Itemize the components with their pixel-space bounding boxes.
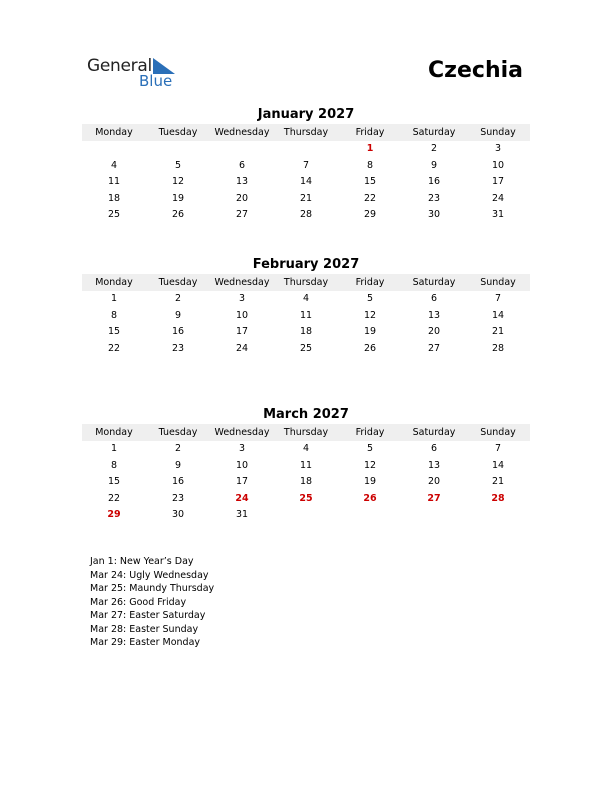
weekday-sunday: Sunday — [480, 127, 516, 138]
day-cell: 8 — [366, 159, 374, 171]
week-row — [82, 474, 530, 491]
holiday-list-item: Mar 25: Maundy Thursday — [90, 583, 215, 594]
weekday-tuesday: Tuesday — [158, 277, 198, 288]
day-cell: 31 — [235, 509, 249, 521]
day-cell: 18 — [299, 476, 313, 488]
day-cell: 27 — [427, 342, 441, 354]
generalblue-logo — [87, 56, 187, 92]
day-cell: 26 — [171, 209, 185, 221]
holiday-list-item: Mar 24: Ugly Wednesday — [90, 569, 209, 581]
weekday-sunday: Sunday — [480, 427, 516, 438]
holiday-list — [90, 555, 214, 650]
day-cell: 21 — [491, 326, 505, 338]
day-cell: 12 — [363, 459, 377, 471]
day-cell: 6 — [430, 293, 438, 304]
week-row — [82, 441, 530, 458]
day-cell: 7 — [302, 159, 310, 171]
day-cell: 4 — [110, 159, 118, 171]
day-cell: 14 — [491, 309, 505, 321]
week-row — [82, 324, 530, 341]
day-cell: 10 — [491, 159, 505, 171]
day-cell: 13 — [427, 459, 441, 471]
day-cell: 15 — [363, 176, 377, 188]
month-february — [82, 256, 530, 357]
day-cell: 1 — [110, 443, 118, 454]
day-cell — [210, 141, 274, 158]
day-cell: 15 — [107, 326, 121, 338]
month-title: January 2027 — [257, 107, 355, 122]
day-cell — [338, 507, 402, 524]
week-row — [82, 491, 530, 508]
day-cell — [274, 507, 338, 524]
day-cell: 13 — [235, 176, 249, 188]
day-cell: 5 — [366, 443, 374, 454]
weekday-saturday: Saturday — [412, 127, 456, 138]
day-cell: 8 — [110, 459, 118, 471]
holiday-list-item: Mar 28: Easter Sunday — [90, 623, 199, 635]
day-cell: 2 — [174, 293, 182, 304]
day-cell: 19 — [171, 192, 185, 204]
day-cell: 11 — [107, 176, 121, 188]
logo-general-text: General — [87, 56, 152, 76]
day-cell: 3 — [238, 293, 246, 304]
day-cell — [466, 507, 530, 524]
day-cell: 20 — [427, 326, 441, 338]
weekday-friday: Friday — [355, 127, 385, 138]
day-cell: 3 — [494, 143, 502, 154]
weekday-sunday: Sunday — [480, 277, 516, 288]
day-cell: 16 — [171, 476, 185, 488]
day-cell: 29 — [363, 209, 377, 221]
day-cell: 22 — [363, 192, 377, 204]
holiday-day-cell: 26 — [363, 492, 377, 504]
day-cell: 24 — [491, 192, 505, 204]
country-title: Czechia — [428, 58, 523, 83]
weekday-tuesday: Tuesday — [158, 127, 198, 138]
weekday-wednesday: Wednesday — [214, 127, 270, 138]
week-row — [82, 207, 530, 224]
day-cell: 15 — [107, 476, 121, 488]
day-cell: 19 — [363, 476, 377, 488]
day-cell: 9 — [174, 309, 182, 321]
day-cell: 20 — [427, 476, 441, 488]
day-cell: 17 — [235, 326, 249, 338]
day-cell: 18 — [299, 326, 313, 338]
day-cell: 12 — [363, 309, 377, 321]
day-cell: 23 — [171, 342, 185, 354]
day-cell — [402, 507, 466, 524]
day-cell: 25 — [299, 342, 313, 354]
day-cell: 7 — [494, 443, 502, 454]
day-cell: 2 — [174, 443, 182, 454]
month-title: February 2027 — [252, 257, 360, 272]
day-cell: 23 — [427, 192, 441, 204]
day-cell: 14 — [299, 176, 313, 188]
day-cell: 25 — [107, 209, 121, 221]
weekday-header-row — [82, 124, 530, 141]
day-cell: 21 — [491, 476, 505, 488]
weekday-monday: Monday — [95, 277, 133, 288]
weekday-friday: Friday — [355, 427, 385, 438]
month-march — [82, 406, 530, 524]
day-cell: 7 — [494, 293, 502, 304]
month-title: March 2027 — [263, 407, 349, 422]
week-row — [82, 308, 530, 325]
day-cell: 9 — [430, 159, 438, 171]
weekday-header-row — [82, 424, 530, 441]
week-row — [82, 458, 530, 475]
day-cell: 17 — [491, 176, 505, 188]
day-cell: 19 — [363, 326, 377, 338]
day-cell — [274, 141, 338, 158]
weekday-monday: Monday — [95, 427, 133, 438]
day-cell: 11 — [299, 309, 313, 321]
holiday-list-item: Mar 29: Easter Monday — [90, 637, 201, 648]
holiday-day-cell: 1 — [366, 143, 374, 154]
day-cell — [146, 141, 210, 158]
day-cell: 20 — [235, 192, 249, 204]
weekday-tuesday: Tuesday — [158, 427, 198, 438]
day-cell: 10 — [235, 459, 249, 471]
day-cell: 22 — [107, 492, 121, 504]
day-cell: 14 — [491, 459, 505, 471]
day-cell: 5 — [174, 159, 182, 171]
day-cell: 26 — [363, 342, 377, 354]
day-cell: 6 — [430, 443, 438, 454]
day-cell: 8 — [110, 309, 118, 321]
logo-blue-text: Blue — [139, 72, 173, 90]
holiday-day-cell: 24 — [235, 492, 249, 504]
weekday-thursday: Thursday — [283, 427, 329, 438]
week-row — [82, 507, 530, 524]
day-cell: 30 — [427, 209, 441, 221]
week-row — [82, 191, 530, 208]
weekday-saturday: Saturday — [412, 277, 456, 288]
day-cell: 16 — [427, 176, 441, 188]
weekday-header-row — [82, 274, 530, 291]
day-cell: 17 — [235, 476, 249, 488]
day-cell: 6 — [238, 159, 246, 171]
holiday-day-cell: 29 — [107, 509, 121, 521]
day-cell: 24 — [235, 342, 249, 354]
holiday-day-cell: 25 — [299, 492, 313, 504]
holiday-day-cell: 28 — [491, 492, 505, 504]
weekday-thursday: Thursday — [283, 277, 329, 288]
day-cell: 9 — [174, 459, 182, 471]
day-cell: 5 — [366, 293, 374, 304]
day-cell: 10 — [235, 309, 249, 321]
day-cell: 4 — [302, 293, 310, 304]
holiday-list-item: Mar 26: Good Friday — [90, 596, 187, 608]
day-cell: 31 — [491, 209, 505, 221]
day-cell: 28 — [491, 342, 505, 354]
day-cell: 13 — [427, 309, 441, 321]
week-row — [82, 174, 530, 191]
day-cell: 3 — [238, 443, 246, 454]
day-cell: 23 — [171, 492, 185, 504]
day-cell: 27 — [235, 209, 249, 221]
day-cell: 28 — [299, 209, 313, 221]
day-cell: 21 — [299, 192, 313, 204]
week-row — [82, 291, 530, 308]
day-cell: 30 — [171, 509, 185, 521]
week-row — [82, 141, 530, 158]
month-january — [82, 106, 530, 224]
day-cell: 1 — [110, 293, 118, 304]
day-cell: 11 — [299, 459, 313, 471]
day-cell: 16 — [171, 326, 185, 338]
day-cell: 4 — [302, 443, 310, 454]
holiday-list-item: Mar 27: Easter Saturday — [90, 610, 206, 621]
weekday-wednesday: Wednesday — [214, 277, 270, 288]
weekday-saturday: Saturday — [412, 427, 456, 438]
weekday-friday: Friday — [355, 277, 385, 288]
day-cell — [82, 141, 146, 158]
day-cell: 12 — [171, 176, 185, 188]
holiday-list-item: Jan 1: New Year’s Day — [90, 556, 194, 567]
weekday-monday: Monday — [95, 127, 133, 138]
day-cell: 2 — [430, 143, 438, 154]
week-row — [82, 158, 530, 175]
day-cell: 18 — [107, 192, 121, 204]
weekday-wednesday: Wednesday — [214, 427, 270, 438]
holiday-day-cell: 27 — [427, 492, 441, 504]
week-row — [82, 341, 530, 358]
weekday-thursday: Thursday — [283, 127, 329, 138]
day-cell: 22 — [107, 342, 121, 354]
